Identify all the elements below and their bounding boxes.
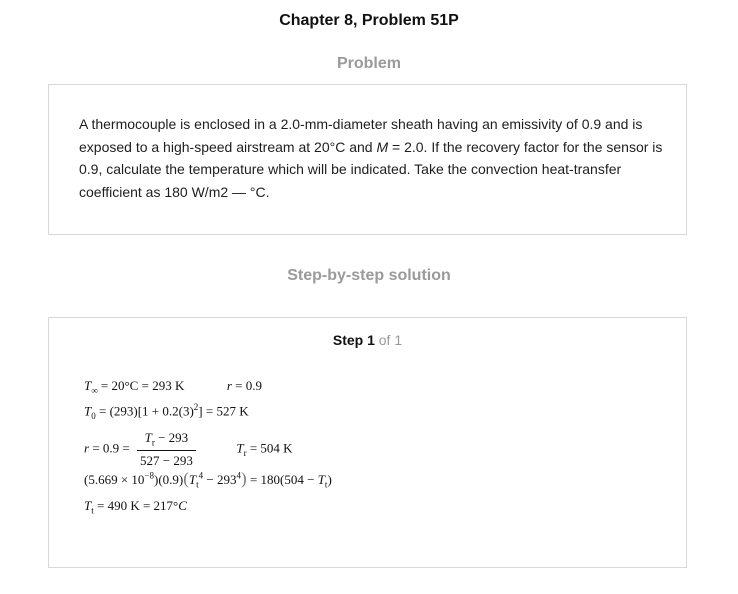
solution-heading: Step-by-step solution <box>287 267 451 284</box>
equation-3: r = 0.9 = $\frac{T_r - 293}{527 - 293}$ $T_r = 504$ K <box>84 430 293 468</box>
chapter-title: Chapter 8, Problem 51P <box>279 12 459 29</box>
equation-1: $T_\infty = 20^\circ C = 293$ K r = 0.9 <box>84 378 262 396</box>
equation-4: $(5.669 \times 10^{-8})(0.9)(T_t^4 - 293^4) = 180(504 - T_t)$ <box>84 469 332 490</box>
problem-panel <box>48 84 687 235</box>
equation-2: $T_0 = (293)[1 + 0.2(3)^2] = 527$ K <box>84 402 249 421</box>
solution-panel <box>48 317 687 568</box>
problem-statement: A thermocouple is enclosed in a 2.0-mm-diameter sheath having an emissivity of 0.9 and is exposed to a high-speed airstream at 20°C and M = 2.0. If the recovery factor for the sensor is 0.9, calculate the temperature which will be indicated. Take the convection heat-transfer coefficient as 180 W/m2 — °C. <box>79 116 663 200</box>
problem-heading: Problem <box>336 55 401 72</box>
mach-symbol: M <box>376 138 389 155</box>
step-count: of 1 <box>374 332 403 348</box>
equation-5: $T_t = 490$ K = 217°C <box>84 498 187 516</box>
step-label: Step 1 <box>332 332 375 348</box>
recovery-fraction: $\frac{T_r - 293}{527 - 293}$ <box>137 430 196 469</box>
step-heading <box>49 332 686 348</box>
